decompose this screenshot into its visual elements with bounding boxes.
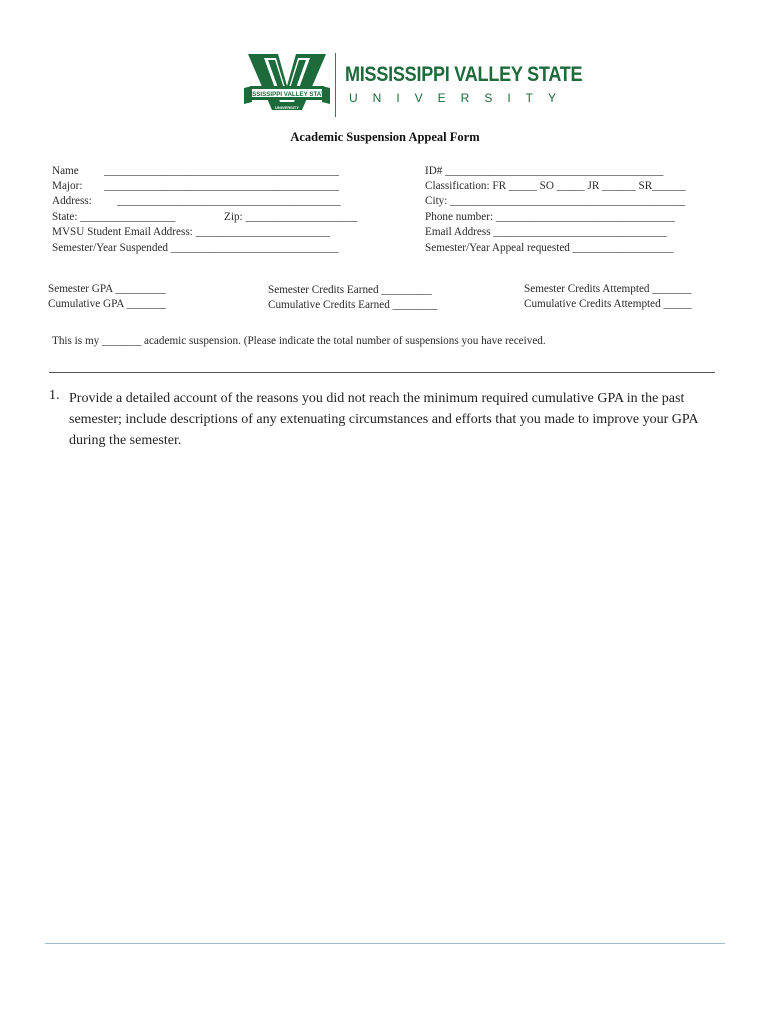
city-field[interactable]: City: __________________________________________ (425, 195, 686, 207)
major-field[interactable]: __________________________________________ (104, 180, 339, 192)
address-label: Address: (52, 195, 92, 207)
suspension-count-field[interactable]: This is my _______ academic suspension. (Please indicate the total number of suspensions you have received. (52, 335, 546, 347)
logo-bottom-text: UNIVERSITY (274, 105, 300, 110)
logo-banner-text: MISSISSIPPI VALLEY STATE (245, 91, 329, 98)
university-name: MISSISSIPPI VALLEY STATE (345, 63, 583, 86)
logo-divider (335, 53, 336, 117)
cumulative-gpa-field[interactable]: Cumulative GPA _______ (48, 298, 166, 310)
address-field[interactable]: ________________________________________ (117, 195, 341, 207)
semester-credits-earned-field[interactable]: Semester Credits Earned _________ (268, 284, 432, 296)
cumulative-credits-earned-field[interactable]: Cumulative Credits Earned ________ (268, 299, 438, 311)
email-address-field[interactable]: Email Address _______________________________ (425, 226, 667, 238)
phone-field[interactable]: Phone number: ________________________________ (425, 211, 675, 223)
university-logo (244, 52, 330, 116)
name-label: Name (52, 165, 79, 177)
semester-gpa-field[interactable]: Semester GPA _________ (48, 283, 166, 295)
state-field[interactable]: State: _________________ (52, 211, 176, 223)
semester-suspended-field[interactable]: Semester/Year Suspended ______________________________ (52, 242, 339, 254)
university-sub: UNIVERSITY (349, 91, 572, 105)
classification-field[interactable]: Classification: FR _____ SO _____ JR ______ SR______ (425, 180, 686, 192)
major-label: Major: (52, 180, 83, 192)
section-divider (49, 372, 715, 373)
name-field[interactable]: __________________________________________ (104, 165, 339, 177)
form-title: Academic Suspension Appeal Form (290, 130, 480, 144)
id-field[interactable]: ID# _______________________________________ (425, 165, 664, 177)
question-1-number: 1. (49, 388, 60, 403)
semester-credits-attempted-field[interactable]: Semester Credits Attempted _______ (524, 283, 692, 295)
student-email-field[interactable]: MVSU Student Email Address: ________________________ (52, 226, 330, 238)
semester-appeal-field[interactable]: Semester/Year Appeal requested __________________ (425, 242, 674, 254)
question-1-text: Provide a detailed account of the reasons you did not reach the minimum required cumulative GPA in the past semester; include descriptions of any extenuating circumstances and efforts that you made to improve your GPA during the semester. (69, 391, 698, 448)
cumulative-credits-attempted-field[interactable]: Cumulative Credits Attempted _____ (524, 298, 692, 310)
zip-field[interactable]: Zip: ____________________ (224, 211, 358, 223)
footer-rule (45, 943, 725, 944)
